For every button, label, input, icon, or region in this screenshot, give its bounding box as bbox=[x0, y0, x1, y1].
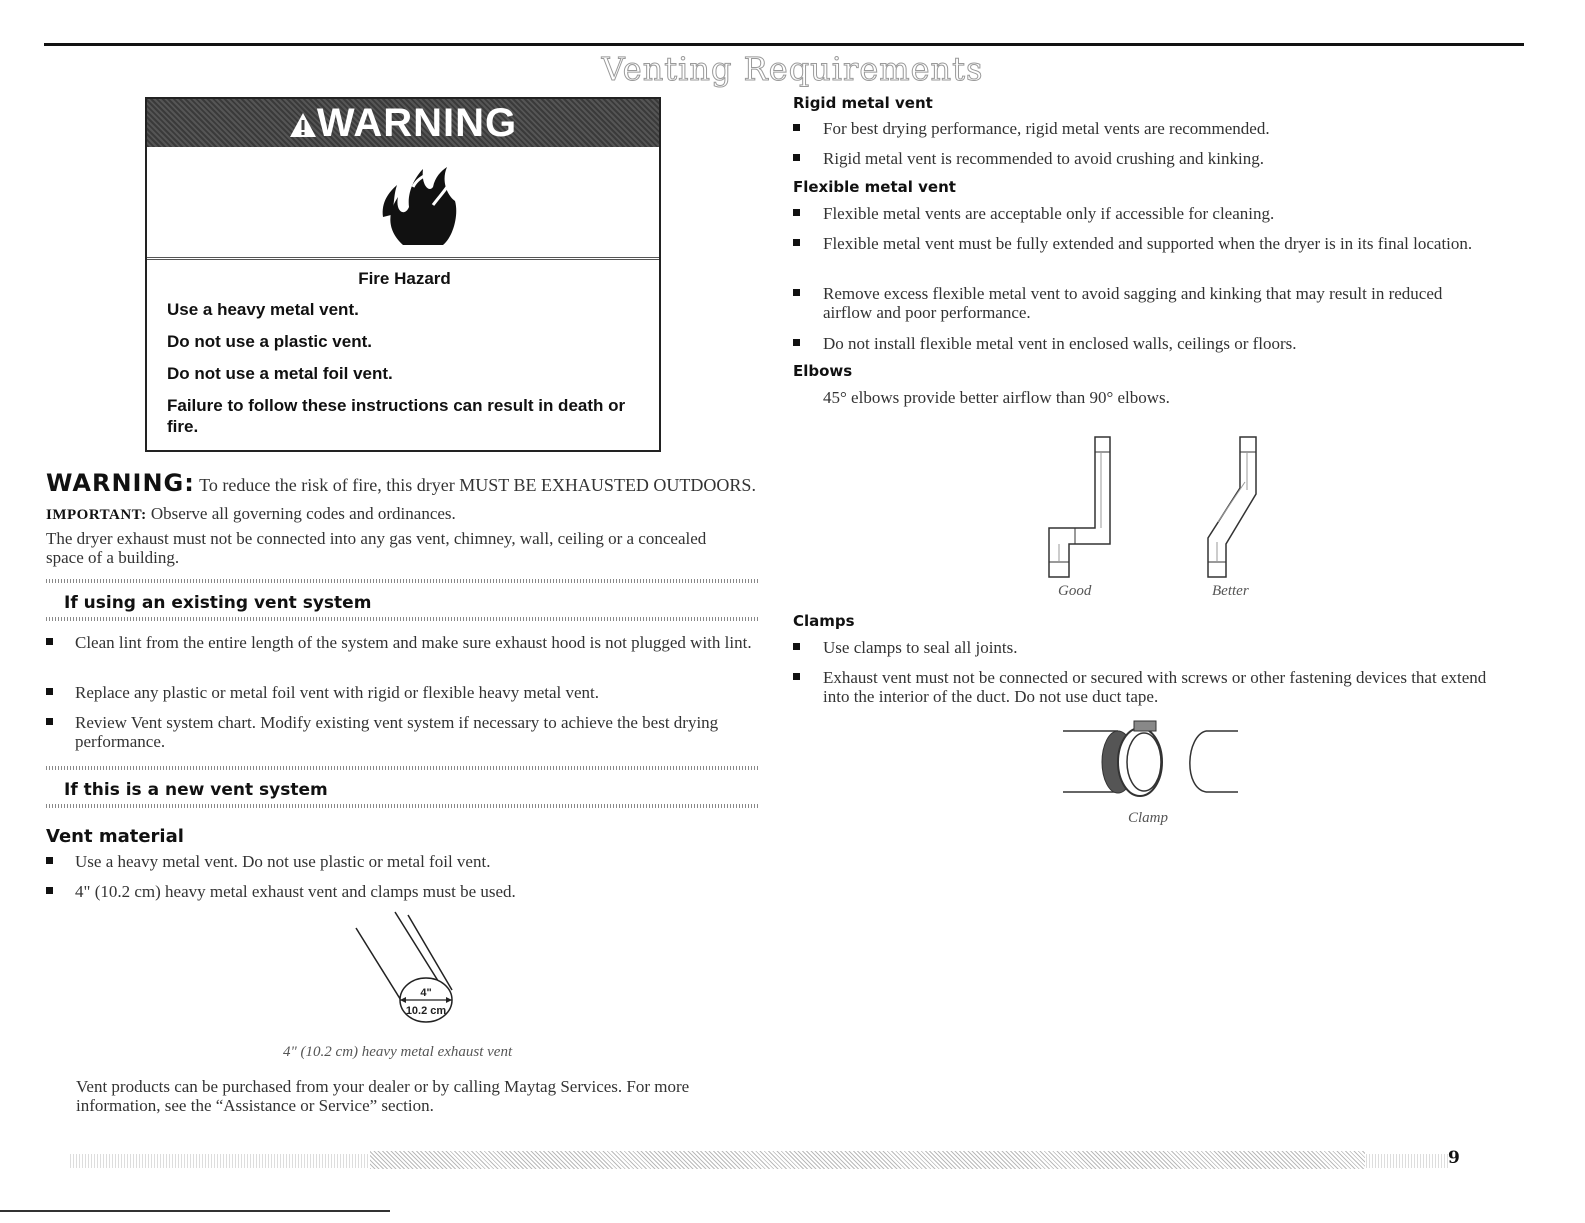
page-title: Venting Requirements bbox=[601, 50, 984, 88]
warning-text bbox=[167, 269, 642, 448]
caption-clamp: Clamp bbox=[1128, 810, 1169, 826]
existing-system-heading: If using an existing vent system bbox=[64, 593, 372, 613]
warning-statement-text: To reduce the risk of fire, this dryer MUST BE EXHAUSTED OUTDOORS. bbox=[199, 475, 756, 495]
warning-icon-area bbox=[147, 147, 659, 260]
diagram-label-bottom: 10.2 cm bbox=[405, 1005, 447, 1017]
list-item: 4" (10.2 cm) heavy metal exhaust vent and clamps must be used. bbox=[46, 882, 758, 901]
list-item: Rigid metal vent is recommended to avoid crushing and kinking. bbox=[793, 149, 1493, 168]
list-item: Exhaust vent must not be connected or secured with screws or other fastening devices that extend into the interior of the duct. Do not use duct tape. bbox=[793, 668, 1493, 706]
warning-box bbox=[145, 97, 661, 452]
list-item: Remove excess flexible metal vent to avoid sagging and kinking that may result in reduced airflow and poor performance. bbox=[793, 284, 1493, 322]
important-note bbox=[46, 504, 456, 525]
new-system-heading: If this is a new vent system bbox=[64, 780, 328, 800]
footer-bar-accent bbox=[370, 1151, 1365, 1169]
vent-diameter-diagram bbox=[340, 910, 470, 1030]
warning-banner-text: WARNING bbox=[316, 100, 518, 145]
warning-statement bbox=[46, 469, 766, 497]
warning-line: Failure to follow these instructions can result in death or fire. bbox=[167, 396, 626, 436]
dotted-rule bbox=[46, 804, 758, 808]
caption-good: Good bbox=[1058, 583, 1092, 599]
new-system-header bbox=[46, 766, 758, 808]
vent-caption: 4" (10.2 cm) heavy metal exhaust vent bbox=[283, 1044, 513, 1060]
top-rule bbox=[44, 43, 1524, 46]
list-item: Review Vent system chart. Modify existing vent system if necessary to achieve the best drying performance. bbox=[46, 713, 758, 751]
warning-banner-label bbox=[289, 101, 517, 146]
caption-better: Better bbox=[1212, 583, 1249, 599]
fire-hazard-icon bbox=[343, 157, 463, 247]
list-item: For best drying performance, rigid metal vents are recommended. bbox=[793, 119, 1493, 138]
list-item: Flexible metal vent must be fully extended and supported when the dryer is in its final location. bbox=[793, 234, 1493, 253]
important-text: Observe all governing codes and ordinances. bbox=[150, 504, 456, 523]
list-item: Do not install flexible metal vent in enclosed walls, ceilings or floors. bbox=[793, 334, 1493, 353]
dotted-rule bbox=[46, 579, 758, 583]
intro-paragraph: The dryer exhaust must not be connected into any gas vent, chimney, wall, ceiling or a concealed space of a building. bbox=[46, 529, 707, 567]
warning-line: Use a heavy metal vent. bbox=[167, 300, 359, 319]
elbow-45-diagram bbox=[1190, 432, 1280, 582]
clamps-heading: Clamps bbox=[793, 612, 855, 630]
list-item: Use clamps to seal all joints. bbox=[793, 638, 1493, 657]
elbows-heading: Elbows bbox=[793, 362, 853, 380]
warning-statement-label: WARNING: bbox=[46, 469, 195, 497]
list-item: Use a heavy metal vent. Do not use plastic or metal foil vent. bbox=[46, 852, 758, 871]
list-item: Flexible metal vents are acceptable only if accessible for cleaning. bbox=[793, 204, 1493, 223]
vent-material-heading: Vent material bbox=[46, 826, 184, 847]
closing-paragraph: Vent products can be purchased from your dealer or by calling Maytag Services. For more information, see the “Assistance or Service” section. bbox=[76, 1077, 690, 1115]
list-item: Clean lint from the entire length of the system and make sure exhaust hood is not plugged with lint. bbox=[46, 633, 758, 652]
bottom-rule bbox=[0, 1210, 390, 1212]
hazard-title: Fire Hazard bbox=[358, 269, 451, 288]
dotted-rule bbox=[46, 766, 758, 770]
alert-triangle-icon bbox=[289, 112, 317, 138]
flexible-heading: Flexible metal vent bbox=[793, 178, 956, 196]
elbows-text: 45° elbows provide better airflow than 90° elbows. bbox=[823, 388, 1170, 407]
clamp-diagram bbox=[1058, 716, 1243, 801]
warning-line: Do not use a metal foil vent. bbox=[167, 364, 393, 383]
rigid-heading: Rigid metal vent bbox=[793, 94, 933, 112]
warning-banner bbox=[147, 99, 659, 147]
diagram-label-top: 4" bbox=[420, 987, 432, 999]
list-item: Replace any plastic or metal foil vent with rigid or flexible heavy metal vent. bbox=[46, 683, 758, 702]
important-label: IMPORTANT: bbox=[46, 507, 147, 523]
warning-line: Do not use a plastic vent. bbox=[167, 332, 372, 351]
existing-system-header bbox=[46, 579, 758, 621]
elbow-90-diagram bbox=[1035, 432, 1125, 582]
page-number: 9 bbox=[1448, 1148, 1460, 1168]
dotted-rule bbox=[46, 617, 758, 621]
